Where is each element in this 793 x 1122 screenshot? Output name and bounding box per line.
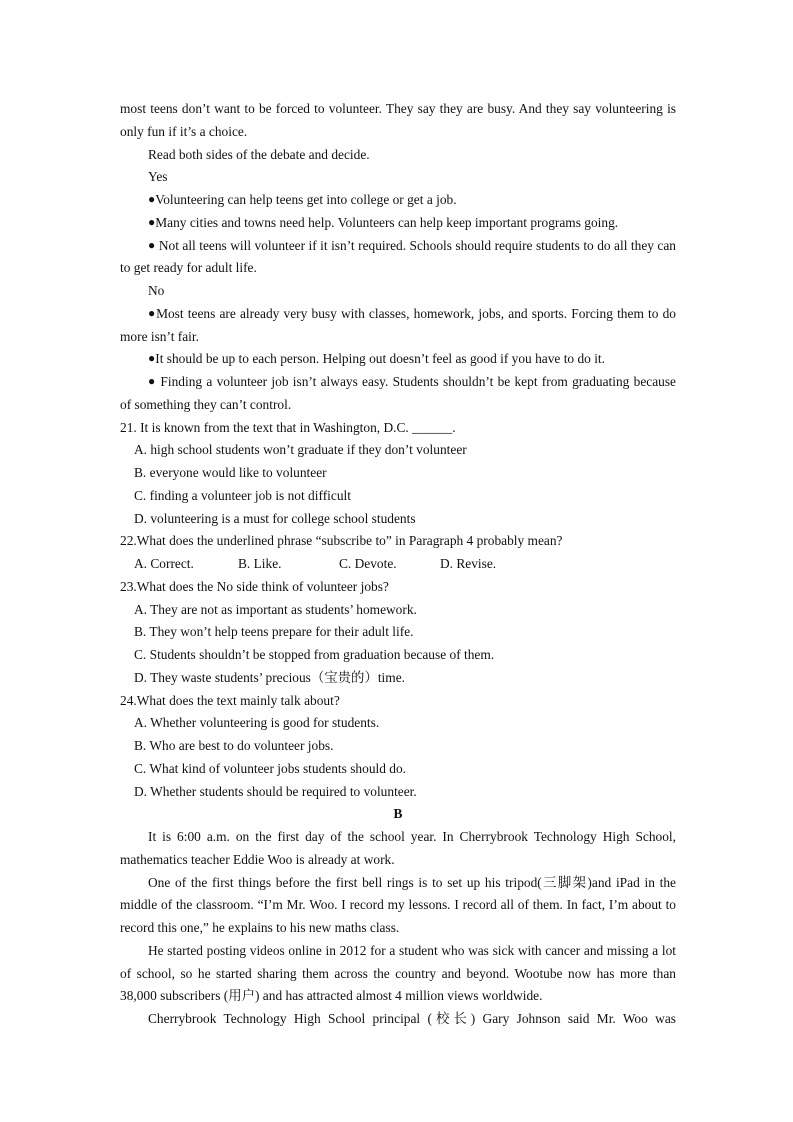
- yes-point-2: ●Many cities and towns need help. Volunteers can help keep important programs going.: [148, 214, 619, 230]
- bullet-icon: ●: [148, 374, 157, 388]
- question-21-option-b: B. everyone would like to volunteer: [134, 465, 327, 480]
- question-22-options: [120, 553, 676, 576]
- bullet-icon: ●: [148, 192, 156, 206]
- question-24-option-b: B. Who are best to do volunteer jobs.: [134, 738, 334, 753]
- question-23-option-d: D. They waste students’ precious（宝贵的）time.: [134, 669, 405, 685]
- bullet-icon: ●: [148, 351, 156, 366]
- question-22-option-d: D. Revise.: [440, 556, 497, 571]
- bullet-icon: ●: [148, 305, 157, 320]
- question-23-stem: 23.What does the No side think of volunteer jobs?: [120, 578, 389, 594]
- section-b-title: B: [393, 806, 403, 822]
- yes-point-3: ● Not all teens will volunteer if it isn’t required. Schools should require students to do all they can to get ready for adult life.: [120, 237, 677, 276]
- question-24-stem: 24.What does the text mainly talk about?: [120, 692, 340, 708]
- intro-paragraph: most teens don’t want to be forced to volunteer. They say they are busy. And they say volunteering is only fun if it’s a choice.: [120, 101, 676, 139]
- question-24-option-c: C. What kind of volunteer jobs students should do.: [134, 760, 407, 776]
- question-21-option-d: D. volunteering is a must for college school students: [134, 510, 416, 526]
- bullet-icon: ●: [148, 237, 156, 252]
- bullet-icon: ●: [148, 214, 156, 229]
- question-21-option-c: C. finding a volunteer job is not difficult: [134, 487, 351, 503]
- question-22-option-c: C. Devote.: [339, 556, 397, 571]
- document-page: [120, 98, 676, 1031]
- question-24-option-a: A. Whether volunteering is good for students.: [134, 715, 380, 731]
- question-23-option-c: C. Students shouldn’t be stopped from graduation because of them.: [134, 647, 495, 662]
- question-23-option-b: B. They won’t help teens prepare for their adult life.: [134, 624, 414, 640]
- question-21-stem: 21. It is known from the text that in Washington, D.C. ______.: [120, 419, 456, 435]
- no-point-2: ●It should be up to each person. Helping out doesn’t feel as good if you have to do it.: [148, 351, 605, 367]
- section-b-paragraph-3: He started posting videos online in 2012 for a student who was sick with cancer and missing a lot of school, so he started sharing them across the country and beyond. Wootube now has more than 38,000 subscribers (用户) and has attracted almost 4 million views worldwide.: [120, 942, 676, 1004]
- no-point-3: ● Finding a volunteer job isn’t always easy. Students shouldn’t be kept from graduating because of something they can’t control.: [120, 374, 677, 412]
- no-point-1: ●Most teens are already very busy with classes, homework, jobs, and sports. Forcing them to do more isn’t fair.: [120, 305, 677, 344]
- question-22-option-a: A. Correct.: [134, 556, 194, 571]
- question-22-stem: 22.What does the underlined phrase “subscribe to” in Paragraph 4 probably mean?: [120, 533, 563, 549]
- question-24-option-d: D. Whether students should be required to volunteer.: [134, 783, 417, 799]
- yes-heading: Yes: [148, 169, 168, 185]
- section-b-paragraph-4: Cherrybrook Technology High School principal (校长) Gary Johnson said Mr. Woo was: [148, 1011, 676, 1026]
- yes-point-1: ●Volunteering can help teens get into college or get a job.: [148, 192, 457, 207]
- no-heading: No: [148, 283, 165, 298]
- question-22-option-b: B. Like.: [238, 556, 282, 571]
- intro-instruction: Read both sides of the debate and decide.: [148, 146, 370, 162]
- section-b-paragraph-2: One of the first things before the first bell rings is to set up his tripod(三脚架)and iPad in the middle of the classroom. “I’m Mr. Woo. I record my lessons. I record all of them. In fact, I’m about to record this one,” he explains to his new maths class.: [120, 874, 676, 935]
- question-23-option-a: A. They are not as important as students’ homework.: [134, 601, 417, 617]
- question-21-option-a: A. high school students won’t graduate if they don’t volunteer: [134, 442, 467, 458]
- section-b-paragraph-1: It is 6:00 a.m. on the first day of the school year. In Cherrybrook Technology High School, mathematics teacher Eddie Woo is already at work.: [120, 829, 676, 867]
